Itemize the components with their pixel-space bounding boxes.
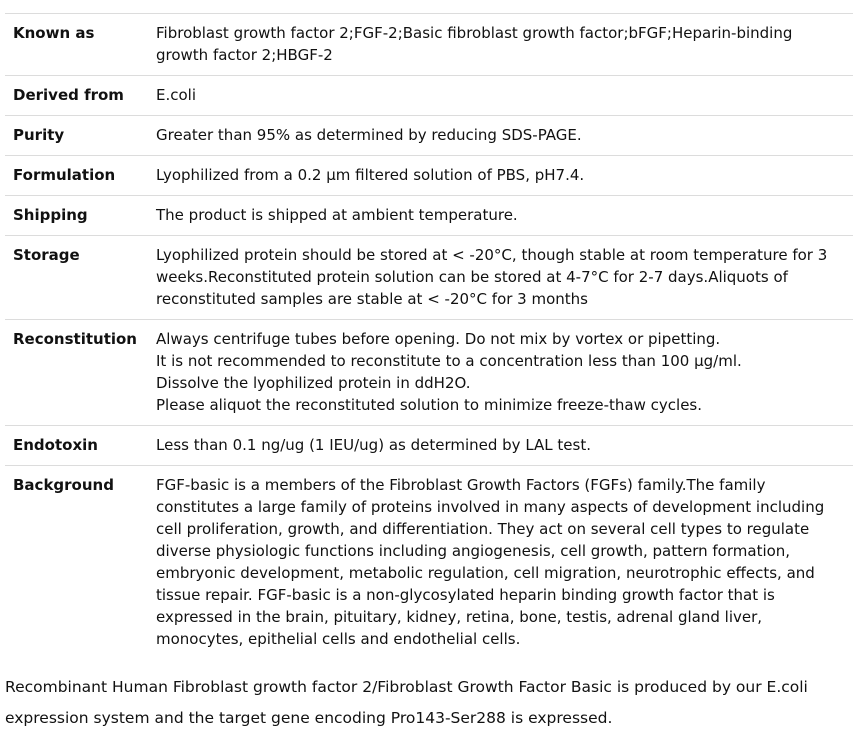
spec-value: Greater than 95% as determined by reducing SDS-PAGE. — [156, 126, 582, 144]
spec-label: Shipping — [13, 206, 88, 224]
spec-row-derived-from — [5, 76, 853, 116]
reconstitution-line: Always centrifuge tubes before opening. Do not mix by vortex or pipetting. — [156, 330, 721, 348]
spec-value: FGF-basic is a members of the Fibroblast Growth Factors (FGFs) family.The family constitutes a large family of proteins involved in many aspects of development including cell proliferation, growth, and differentiation. They act on several cell types to regulate diverse physiologic functions including angiogenesis, cell growth, pattern formation, embryonic development, metabolic regulation, cell migration, neurotrophic effects, and tissue repair. FGF-basic is a non-glycosylated heparin binding growth factor that is expressed in the brain, pituitary, kidney, retina, bone, testis, adrenal gland liver, monocytes, epithelial cells and endothelial cells. — [156, 476, 825, 648]
spec-row-background — [5, 466, 853, 660]
spec-row-reconstitution — [5, 320, 853, 426]
spec-label: Purity — [13, 126, 65, 144]
spec-row-known-as — [5, 14, 853, 76]
spec-label: Endotoxin — [13, 436, 98, 454]
spec-value: E.coli — [156, 86, 197, 104]
spec-row-purity — [5, 116, 853, 156]
reconstitution-line: Please aliquot the reconstituted solution to minimize freeze-thaw cycles. — [156, 396, 703, 414]
spec-label: Derived from — [13, 86, 124, 104]
spec-label: Background — [13, 476, 114, 494]
spec-value — [148, 320, 853, 426]
spec-row-endotoxin — [5, 426, 853, 466]
spec-value: Lyophilized from a 0.2 μm filtered solution of PBS, pH7.4. — [156, 166, 585, 184]
spec-label: Storage — [13, 246, 80, 264]
spec-row-shipping — [5, 196, 853, 236]
spec-label: Known as — [13, 24, 95, 42]
spec-value: Fibroblast growth factor 2;FGF-2;Basic fibroblast growth factor;bFGF;Heparin-binding growth factor 2;HBGF-2 — [156, 24, 793, 64]
reconstitution-line: It is not recommended to reconstitute to a concentration less than 100 μg/ml. — [156, 352, 742, 370]
spec-label: Reconstitution — [13, 330, 137, 348]
reconstitution-line: Dissolve the lyophilized protein in ddH2O. — [156, 374, 471, 392]
spec-row-storage — [5, 236, 853, 320]
spec-label: Formulation — [13, 166, 116, 184]
spec-value: Lyophilized protein should be stored at < -20°C, though stable at room temperature for 3 weeks.Reconstituted protein solution can be stored at 4-7°C for 2-7 days.Aliquots of reconstituted samples are stable at < -20°C for 3 months — [156, 246, 828, 308]
product-spec-table — [5, 13, 853, 659]
product-description-footer: Recombinant Human Fibroblast growth factor 2/Fibroblast Growth Factor Basic is produced by our E.coli expression system and the target gene encoding Pro143-Ser288 is expressed. — [5, 678, 808, 727]
spec-value: The product is shipped at ambient temperature. — [156, 206, 518, 224]
spec-row-formulation — [5, 156, 853, 196]
spec-value: Less than 0.1 ng/ug (1 IEU/ug) as determined by LAL test. — [156, 436, 591, 454]
